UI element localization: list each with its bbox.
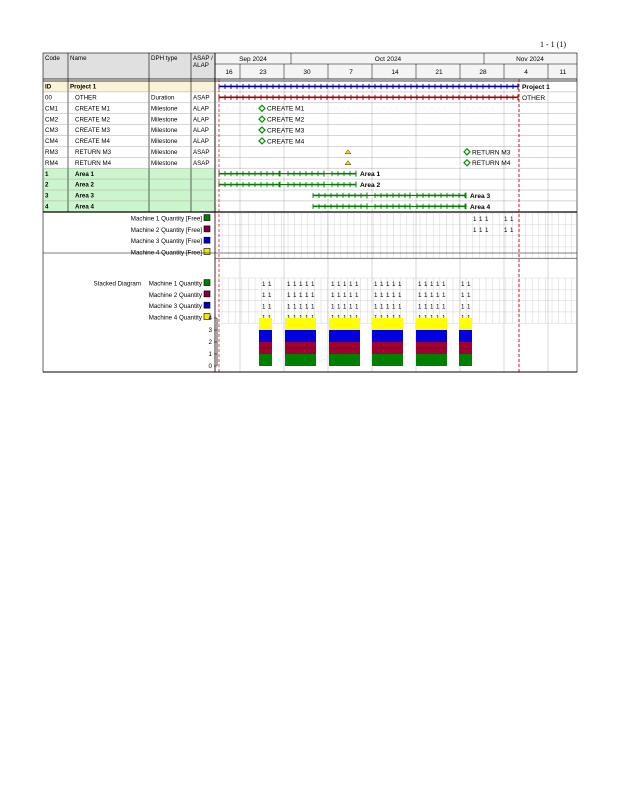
stacked-value: 1 [380,303,384,311]
stacked-bar-3 [416,318,447,330]
stacked-value: 1 [337,280,341,288]
milestone-label-CM2: CREATE M2 [267,116,305,124]
area-bar-4 [417,203,490,210]
stacked-value: 1 [418,303,422,311]
row-dph-type: Milestone [151,149,178,156]
histogram-value: 1 [473,227,477,235]
other-bar [219,94,545,101]
stacked-legend-swatch [204,280,210,286]
row-name: Area 3 [75,192,94,200]
stacked-value: 1 [293,292,297,300]
stacked-value: 1 [380,292,384,300]
stacked-value: 1 [430,303,434,311]
stacked-value: 1 [461,303,465,311]
row-name: RETURN M3 [75,149,112,156]
stacked-value: 1 [349,303,353,311]
stacked-bar-3 [285,318,316,330]
project-bar [219,83,550,90]
row-code: RM4 [45,159,59,167]
row-dph-type: Milestone [151,138,178,146]
week-label: 28 [479,69,487,76]
stacked-bar-2 [416,330,447,342]
row-asap-alap: ASAP [193,159,210,167]
milestone-RM4 [464,160,470,166]
row-asap-alap: ALAP [193,127,209,135]
milestone-label-RM4: RETURN M4 [472,160,511,168]
stacked-bar-0 [416,354,447,366]
area-bar-3 [313,192,367,198]
stacked-value: 1 [467,280,471,288]
histogram-value: 1 [485,227,489,235]
milestone-CM2 [259,116,265,122]
row-code: 1 [45,170,49,178]
stacked-value: 1 [343,280,347,288]
area-bar-1 [332,171,380,178]
stacked-bar-0 [259,354,272,366]
stacked-bar-0 [372,354,403,366]
stacked-value: 1 [461,292,465,300]
area-bar-3 [375,192,410,198]
stacked-value: 1 [467,292,471,300]
stacked-value: 1 [262,280,266,288]
page-number: 1 - 1 (1) [540,40,566,49]
row-name: Area 4 [75,203,94,211]
y-tick-label: 1 [208,351,212,359]
histogram-value: 1 [473,215,477,223]
week-label: 16 [225,69,233,76]
stacked-value: 1 [305,280,309,288]
area-bar-3 [417,192,490,199]
row-code: CM2 [45,116,59,124]
stacked-label: Machine 3 Quantity [148,303,202,311]
header-asap-alap: ASAP / [193,55,213,62]
stacked-value: 1 [442,292,446,300]
stacked-value: 1 [299,292,303,300]
row-code: CM3 [45,127,59,135]
row-name: CREATE M3 [75,127,110,135]
header-code: Code [45,55,60,62]
stacked-label: Machine 2 Quantity [148,291,202,299]
stacked-value: 1 [386,292,390,300]
stacked-value: 1 [442,303,446,311]
stacked-bar-0 [329,354,360,366]
header-dph-type: DPH type [151,55,178,62]
stacked-value: 1 [436,280,440,288]
row-dph-type: Milestone [151,159,178,167]
histogram-label: Machine 1 Quantity [Free] [130,215,202,223]
milestone-CM1 [259,105,265,111]
month-label: Nov 2024 [516,56,544,63]
row-dph-type: Duration [151,94,175,102]
header-name: Name [70,55,87,62]
stacked-bar-2 [285,330,316,342]
area-bar-4 [375,203,410,209]
stacked-value: 1 [418,280,422,288]
row-bg-3 [43,190,215,201]
area-bar-1-label: Area 1 [360,171,381,179]
stacked-value: 1 [331,280,335,288]
histogram-value: 1 [504,227,508,235]
month-label: Sep 2024 [239,56,267,63]
week-label: 21 [435,69,443,76]
week-label: 14 [391,69,399,76]
other-bar-label: OTHER [522,94,546,102]
stacked-value: 1 [436,292,440,300]
row-asap-alap: ALAP [193,138,209,146]
milestone-CM3 [259,127,265,133]
row-dph-type: Milestone [151,105,178,113]
area-bar-2 [332,182,380,189]
row-bg-1 [43,168,215,179]
histogram-value: 1 [510,227,514,235]
area-bar-2 [219,182,280,188]
row-name: CREATE M1 [75,105,110,113]
stacked-value: 1 [337,303,341,311]
y-tick-label: 3 [208,327,212,335]
row-code: RM3 [45,149,59,156]
y-tick-label: 0 [208,363,212,371]
area-bar-3-label: Area 3 [470,192,491,200]
stacked-bar-3 [459,318,472,330]
header-asap-alap-2: ALAP [193,62,209,69]
milestone-RM3 [464,149,470,155]
histogram-legend-swatch [204,226,210,232]
stacked-value: 1 [311,303,315,311]
stacked-value: 1 [374,280,378,288]
stacked-value: 1 [262,303,266,311]
stacked-value: 1 [343,292,347,300]
milestone-label-CM3: CREATE M3 [267,127,305,135]
histogram-label: Machine 2 Quantity [Free] [130,226,202,234]
stacked-value: 1 [392,303,396,311]
histogram-label: Machine 4 Quantity [Free] [130,249,202,257]
marker-triangle [345,150,351,154]
row-name: Project 1 [70,83,97,91]
stacked-value: 1 [461,280,465,288]
stacked-value: 1 [424,280,428,288]
stacked-value: 1 [355,292,359,300]
y-tick-label: 4 [208,315,212,323]
stacked-value: 1 [398,280,402,288]
histogram-value: 1 [510,215,514,223]
stacked-value: 1 [343,303,347,311]
stacked-value: 1 [268,280,272,288]
month-label: Oct 2024 [374,56,402,63]
stacked-value: 1 [442,280,446,288]
row-dph-type: Milestone [151,127,178,135]
histogram-legend-swatch [204,237,210,243]
row-name: Area 1 [75,170,94,178]
milestone-label-CM1: CREATE M1 [267,105,305,113]
stacked-value: 1 [331,303,335,311]
milestone-label-CM4: CREATE M4 [267,138,305,146]
stacked-bar-3 [329,318,360,330]
week-label: 4 [524,69,528,76]
stacked-value: 1 [299,280,303,288]
stacked-value: 1 [311,280,315,288]
week-label: 7 [349,69,353,76]
stacked-value: 1 [293,303,297,311]
stacked-value: 1 [349,292,353,300]
row-code: 00 [45,94,52,102]
stacked-bar-0 [459,354,472,366]
row-code: ID [45,83,52,91]
row-dph-type: Milestone [151,116,178,124]
row-asap-alap: ASAP [193,94,210,102]
stacked-value: 1 [287,303,291,311]
histogram-value: 1 [485,215,489,223]
row-asap-alap: ALAP [193,116,209,124]
stacked-bar-0 [285,354,316,366]
stacked-value: 1 [268,292,272,300]
histogram-legend-swatch [204,215,210,221]
row-bg-2 [43,179,215,190]
stacked-value: 1 [467,303,471,311]
histogram-label: Machine 3 Quantity [Free] [130,238,202,246]
row-name: Area 2 [75,181,94,189]
stacked-value: 1 [299,303,303,311]
stacked-value: 1 [386,303,390,311]
stacked-value: 1 [355,280,359,288]
histogram-value: 1 [479,215,483,223]
marker-triangle [345,161,351,165]
stacked-value: 1 [430,292,434,300]
area-bar-2-label: Area 2 [360,181,381,189]
stacked-bar-2 [259,330,272,342]
stacked-value: 1 [331,292,335,300]
row-name: RETURN M4 [75,159,112,167]
row-code: 3 [45,192,49,200]
row-asap-alap: ASAP [193,149,210,156]
stacked-value: 1 [386,280,390,288]
area-bar-4-label: Area 4 [470,203,491,211]
row-code: 2 [45,181,49,189]
stacked-bar-2 [329,330,360,342]
stacked-value: 1 [374,292,378,300]
stacked-value: 1 [424,303,428,311]
histogram-value: 1 [479,227,483,235]
stacked-value: 1 [374,303,378,311]
week-label: 11 [559,69,567,76]
stacked-value: 1 [392,292,396,300]
row-bg-ID [43,81,215,92]
project-bar-label: Project 1 [522,83,550,91]
area-bar-4 [313,203,367,209]
stacked-value: 1 [398,303,402,311]
area-bar-1 [219,171,280,177]
stacked-value: 1 [262,292,266,300]
week-label: 30 [303,69,311,76]
stacked-bar-2 [372,330,403,342]
milestone-CM4 [259,138,265,144]
stacked-value: 1 [287,292,291,300]
stacked-label: Machine 1 Quantity [148,280,202,288]
stacked-value: 1 [380,280,384,288]
area-bar-2 [288,182,324,188]
stacked-bar-2 [459,330,472,342]
histogram-value: 1 [504,215,508,223]
milestone-label-RM3: RETURN M3 [472,149,511,157]
row-code: 4 [45,203,49,211]
row-name: CREATE M4 [75,138,110,146]
stacked-value: 1 [398,292,402,300]
stacked-value: 1 [355,303,359,311]
stacked-value: 1 [311,292,315,300]
stacked-value: 1 [305,303,309,311]
stacked-diagram-title: Stacked Diagram [93,280,141,288]
stacked-label: Machine 4 Quantity [148,314,202,322]
stacked-value: 1 [293,280,297,288]
stacked-bar-3 [259,318,272,330]
stacked-value: 1 [418,292,422,300]
stacked-legend-swatch [204,302,210,308]
row-code: CM4 [45,138,59,146]
stacked-value: 1 [424,292,428,300]
stacked-value: 1 [392,280,396,288]
histogram-legend-swatch [204,249,210,255]
stacked-value: 1 [305,292,309,300]
stacked-value: 1 [287,280,291,288]
row-code: CM1 [45,105,59,113]
row-asap-alap: ALAP [193,105,209,113]
stacked-legend-swatch [204,291,210,297]
y-tick-label: 2 [208,339,212,347]
stacked-value: 1 [430,280,434,288]
week-label: 23 [259,69,267,76]
stacked-bar-3 [372,318,403,330]
stacked-value: 1 [349,280,353,288]
row-name: CREATE M2 [75,116,110,124]
stacked-value: 1 [436,303,440,311]
stacked-value: 1 [337,292,341,300]
area-bar-1 [288,171,324,177]
row-bg-4 [43,201,215,212]
stacked-value: 1 [268,303,272,311]
row-name: OTHER [75,94,97,102]
